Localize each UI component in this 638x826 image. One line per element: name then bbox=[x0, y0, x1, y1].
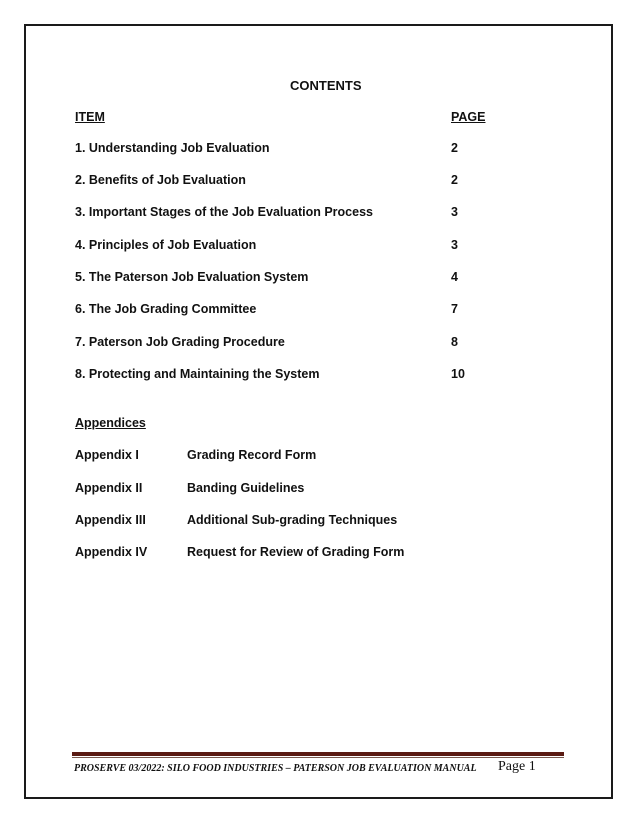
page-column-header: PAGE bbox=[451, 110, 486, 124]
toc-entry-label: 3. Important Stages of the Job Evaluation Process bbox=[75, 205, 373, 219]
toc-entry-page: 2 bbox=[451, 141, 458, 155]
appendix-title: Grading Record Form bbox=[187, 448, 317, 462]
toc-entry-label: 6. The Job Grading Committee bbox=[75, 302, 257, 316]
toc-entry-label: 5. The Paterson Job Evaluation System bbox=[75, 270, 309, 284]
appendix-label: Appendix I bbox=[75, 448, 139, 462]
toc-entry-label: 2. Benefits of Job Evaluation bbox=[75, 173, 246, 187]
toc-entry-page: 3 bbox=[451, 205, 458, 219]
appendix-title: Request for Review of Grading Form bbox=[187, 545, 405, 559]
toc-entry-page: 3 bbox=[451, 238, 458, 252]
appendix-label: Appendix III bbox=[75, 513, 146, 527]
appendix-title: Additional Sub-grading Techniques bbox=[187, 513, 398, 527]
appendix-label: Appendix II bbox=[75, 481, 143, 495]
footer-rule-thin bbox=[72, 757, 564, 758]
page-title: CONTENTS bbox=[290, 78, 362, 93]
toc-entry-page: 2 bbox=[451, 173, 458, 187]
toc-entry-page: 4 bbox=[451, 270, 458, 284]
toc-entry-label: 8. Protecting and Maintaining the System bbox=[75, 367, 320, 381]
footer-page-number: Page 1 bbox=[498, 759, 536, 774]
footer-rule bbox=[72, 752, 564, 756]
toc-entry-label: 4. Principles of Job Evaluation bbox=[75, 238, 257, 252]
appendices-heading: Appendices bbox=[75, 416, 146, 430]
item-column-header: ITEM bbox=[75, 110, 105, 124]
toc-entry-page: 7 bbox=[451, 302, 458, 316]
appendix-label: Appendix IV bbox=[75, 545, 148, 559]
toc-entry-page: 10 bbox=[451, 367, 465, 381]
toc-entry-label: 1. Understanding Job Evaluation bbox=[75, 141, 270, 155]
toc-entry-page: 8 bbox=[451, 335, 458, 349]
appendix-title: Banding Guidelines bbox=[187, 481, 305, 495]
footer-text: PROSERVE 03/2022: SILO FOOD INDUSTRIES – PATERSON JOB EVALUATION MANUAL bbox=[74, 763, 477, 774]
toc-entry-label: 7. Paterson Job Grading Procedure bbox=[75, 335, 285, 349]
